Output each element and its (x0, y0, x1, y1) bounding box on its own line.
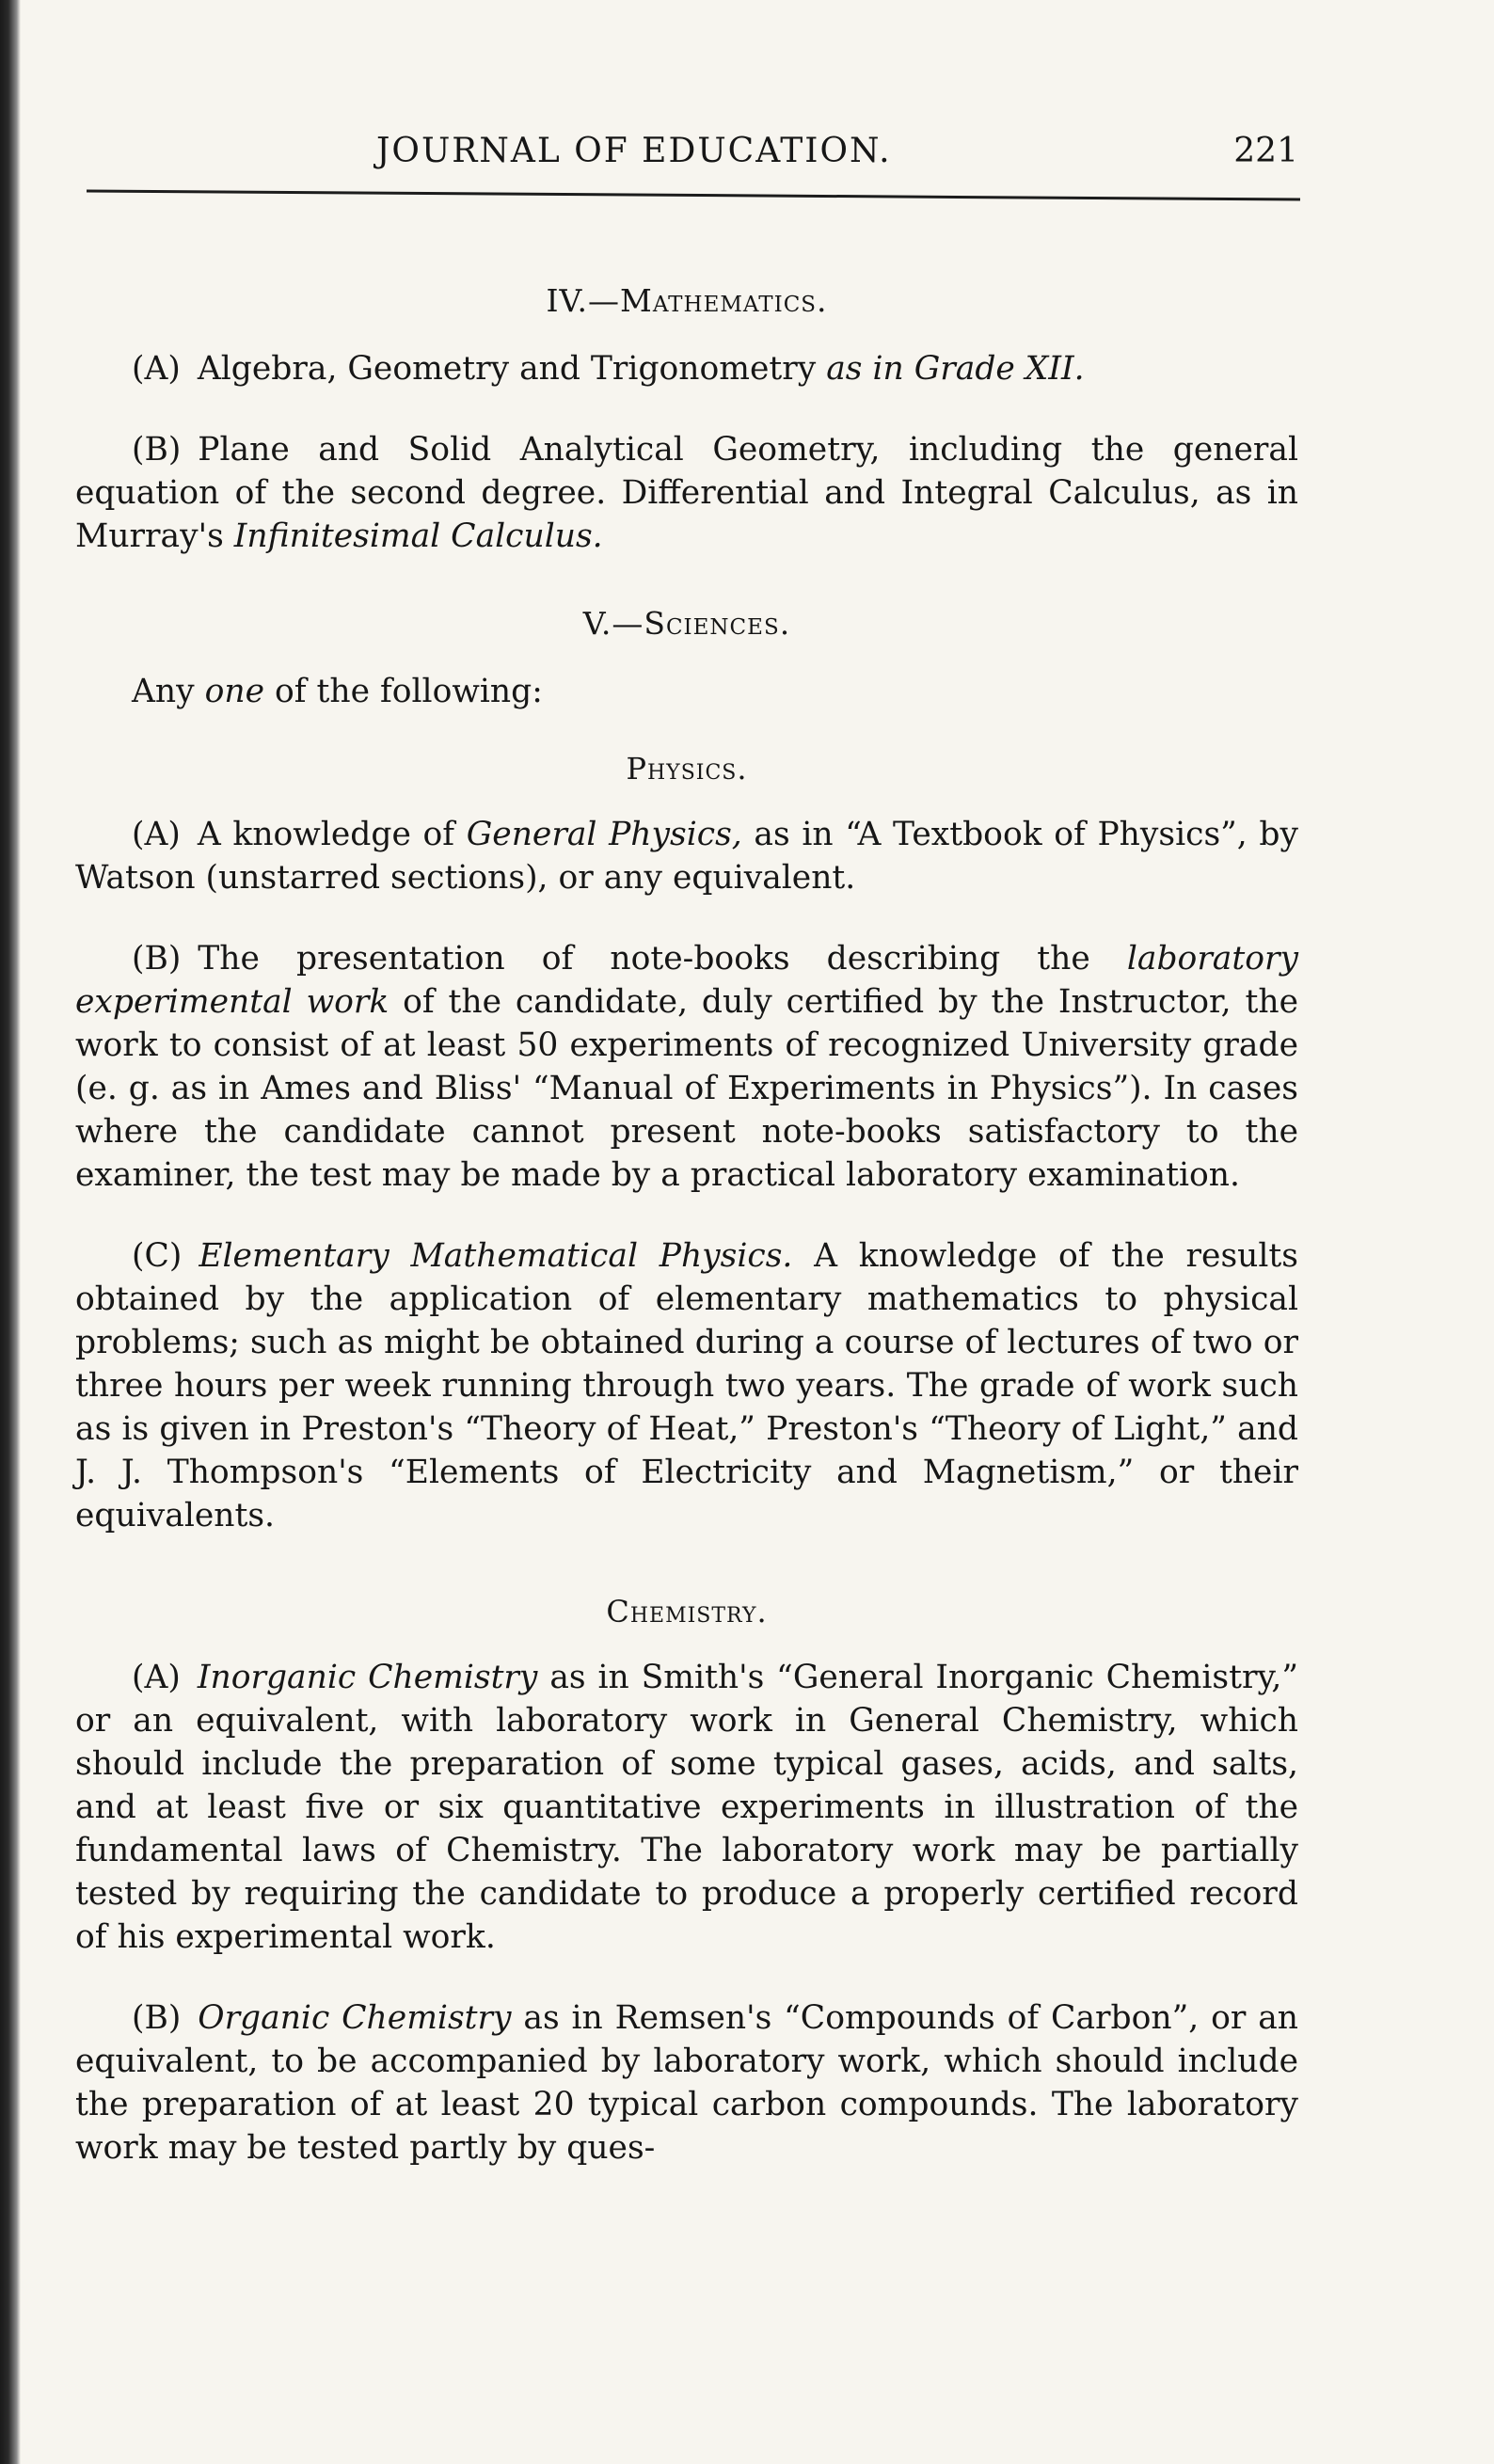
item-label: (A) (132, 1659, 181, 1696)
item-italic: General Physics, (466, 816, 742, 853)
mathematics-heading: IV.—Mathematics. (546, 282, 828, 319)
item-text-end: of the candidate, duly certified by the Instructor, the work to consist of at least 50 experiments of recognized University grade (e. g. as in Ames and Bliss' “Manual of Experiments in Physics”). In cases where the candidate cannot present note-books satisfactory to the examiner, the test may be made by a practical laboratory examination. (75, 983, 1298, 1194)
journal-title: JOURNAL OF EDUCATION. (376, 132, 892, 170)
page-body (75, 282, 1298, 2207)
mathematics-item-a (75, 347, 1298, 390)
mathematics-item-b (75, 428, 1298, 558)
item-label: (A) (132, 350, 181, 388)
item-label: (B) (132, 1999, 182, 2037)
header-rule (87, 189, 1300, 200)
physics-heading: Physics. (626, 751, 748, 787)
physics-item-c (75, 1234, 1298, 1537)
item-label: (A) (132, 816, 181, 853)
item-label: (B) (132, 431, 182, 469)
item-italic: Inorganic Chemistry (197, 1659, 538, 1696)
running-head (75, 132, 1298, 188)
physics-item-a (75, 813, 1298, 899)
chemistry-item-b (75, 1996, 1298, 2170)
item-text-end: as in “A Textbook of Physics”, by Watson (unstarred sections), or any equivalent. (75, 816, 1298, 897)
item-text: A knowledge of (197, 816, 467, 853)
item-text: The presentation of note-books describing the (198, 940, 1127, 978)
page-number: 221 (1233, 132, 1298, 170)
item-label: (C) (132, 1237, 183, 1275)
item-text: Algebra, Geometry and Trigonometry (197, 350, 827, 388)
item-italic: as in Grade XII. (826, 350, 1085, 388)
chemistry-heading: Chemistry. (606, 1594, 768, 1629)
item-italic: Elementary Mathematical Physics. (199, 1237, 793, 1275)
intro-text: Any (132, 673, 205, 710)
sciences-heading: V.—Sciences. (582, 605, 791, 642)
chemistry-item-a (75, 1656, 1298, 1959)
item-italic: laboratory experimental work (75, 940, 1298, 1021)
item-italic: Organic Chemistry (198, 1999, 512, 2037)
sciences-intro (75, 670, 1298, 713)
book-binding-shadow (0, 0, 21, 2464)
item-text: as in Remsen's “Compounds of Carbon”, or an equivalent, to be accompanied by laboratory work, which should include the preparation of at least 20 typical carbon compounds. The laboratory work may be tested partly by ques- (75, 1999, 1298, 2167)
item-label: (B) (132, 940, 182, 978)
item-text: as in Smith's “General Inorganic Chemistry,” or an equivalent, with laboratory work in General Chemistry, which should include the preparation of some typical gases, acids, and salts, and at least five or six quantitative experiments in illustration of the fundamental laws of Chemistry. The laboratory work may be partially tested by requiring the candidate to produce a properly certified record of his experimental work. (75, 1659, 1299, 1956)
page (75, 0, 1298, 2464)
item-italic: Infinitesimal Calculus. (233, 517, 603, 555)
item-text: Plane and Solid Analytical Geometry, including the general equation of the second degree. Differential and Integral Calculus, as in Murray's (75, 431, 1298, 555)
intro-italic: one (204, 673, 265, 710)
intro-text-end: of the following: (264, 673, 543, 710)
item-text: A knowledge of the results obtained by the application of elementary mathematics to physical problems; such as might be obtained during a course of lectures of two or three hours per week running through two years. The grade of work such as is given in Preston's “Theory of Heat,” Preston's “Theory of Light,” and J. J. Thompson's “Elements of Electricity and Magnetism,” or their equivalents. (75, 1237, 1298, 1534)
physics-item-b (75, 937, 1298, 1197)
